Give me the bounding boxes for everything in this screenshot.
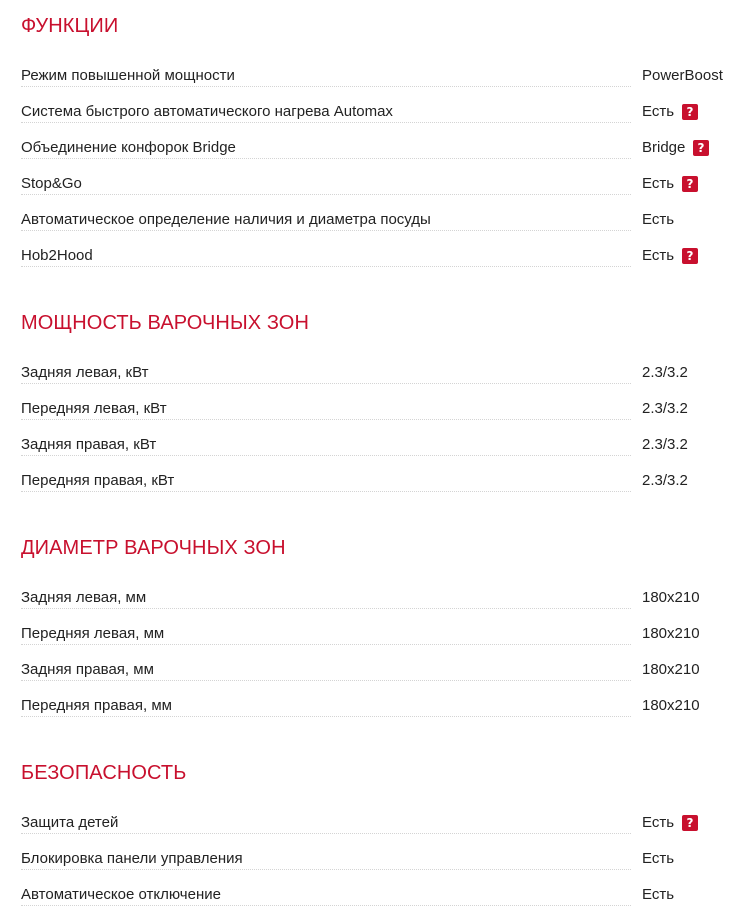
- spec-label: Stop&Go: [21, 175, 86, 192]
- spec-row: [21, 362, 735, 386]
- help-question-icon[interactable]: ?: [682, 248, 698, 264]
- dotted-leader-divider: [21, 122, 631, 123]
- spec-label: Задняя правая, мм: [21, 661, 158, 678]
- dotted-leader-divider: [21, 455, 631, 456]
- spec-label: Передняя правая, мм: [21, 697, 176, 714]
- spec-label: Задняя правая, кВт: [21, 436, 160, 453]
- spec-value: 180x210: [642, 697, 700, 714]
- spec-value: Bridge: [642, 139, 686, 156]
- spec-value: 180x210: [642, 661, 700, 678]
- spec-value: 2.3/3.2: [642, 472, 688, 489]
- dotted-leader-divider: [21, 491, 631, 492]
- spec-value: Есть: [642, 175, 675, 192]
- dotted-leader-divider: [21, 158, 631, 159]
- spec-row: [21, 812, 735, 836]
- dotted-leader-divider: [21, 833, 631, 834]
- spec-row: [21, 434, 735, 458]
- spec-label: Автоматическое определение наличия и диаметра посуды: [21, 211, 435, 228]
- spec-label: Режим повышенной мощности: [21, 67, 239, 84]
- spec-value: Есть: [642, 103, 675, 120]
- spec-label: Система быстрого автоматического нагрева Automax: [21, 103, 397, 120]
- spec-value: Есть: [642, 211, 675, 228]
- dotted-leader-divider: [21, 905, 631, 906]
- spec-label: Hob2Hood: [21, 247, 97, 264]
- dotted-leader-divider: [21, 230, 631, 231]
- spec-row: [21, 623, 735, 647]
- spec-label: Блокировка панели управления: [21, 850, 247, 867]
- section-title: БЕЗОПАСНОСТЬ: [21, 762, 187, 784]
- spec-label: Передняя левая, кВт: [21, 400, 171, 417]
- spec-row: [21, 209, 735, 233]
- spec-row: [21, 659, 735, 683]
- spec-label: Автоматическое отключение: [21, 886, 225, 903]
- spec-label: Передняя правая, кВт: [21, 472, 178, 489]
- spec-value: Есть: [642, 850, 675, 867]
- spec-label: Задняя левая, мм: [21, 589, 150, 606]
- dotted-leader-divider: [21, 644, 631, 645]
- dotted-leader-divider: [21, 680, 631, 681]
- spec-value: Есть: [642, 814, 675, 831]
- help-question-icon[interactable]: ?: [682, 815, 698, 831]
- section-title: ДИАМЕТР ВАРОЧНЫХ ЗОН: [21, 537, 286, 559]
- spec-row: [21, 245, 735, 269]
- section-title: МОЩНОСТЬ ВАРОЧНЫХ ЗОН: [21, 312, 310, 334]
- spec-row: [21, 398, 735, 422]
- dotted-leader-divider: [21, 716, 631, 717]
- spec-row: [21, 587, 735, 611]
- dotted-leader-divider: [21, 419, 631, 420]
- spec-row: [21, 695, 735, 719]
- spec-value: 180x210: [642, 625, 700, 642]
- spec-value: PowerBoost: [642, 67, 723, 84]
- spec-row: [21, 65, 735, 89]
- spec-value: Есть: [642, 886, 675, 903]
- spec-row: [21, 101, 735, 125]
- help-question-icon[interactable]: ?: [682, 176, 698, 192]
- dotted-leader-divider: [21, 86, 631, 87]
- spec-label: Передняя левая, мм: [21, 625, 168, 642]
- spec-value: 2.3/3.2: [642, 400, 688, 417]
- spec-row: [21, 848, 735, 872]
- dotted-leader-divider: [21, 266, 631, 267]
- spec-row: [21, 173, 735, 197]
- spec-row: [21, 884, 735, 908]
- spec-row: [21, 470, 735, 494]
- spec-label: Защита детей: [21, 814, 122, 831]
- dotted-leader-divider: [21, 383, 631, 384]
- spec-value: Есть: [642, 247, 675, 264]
- spec-label: Объединение конфорок Bridge: [21, 139, 240, 156]
- spec-value: 2.3/3.2: [642, 436, 688, 453]
- spec-value: 180x210: [642, 589, 700, 606]
- help-question-icon[interactable]: ?: [693, 140, 709, 156]
- help-question-icon[interactable]: ?: [682, 104, 698, 120]
- dotted-leader-divider: [21, 194, 631, 195]
- dotted-leader-divider: [21, 608, 631, 609]
- spec-value: 2.3/3.2: [642, 364, 688, 381]
- section-title: ФУНКЦИИ: [21, 15, 119, 37]
- spec-row: [21, 137, 735, 161]
- dotted-leader-divider: [21, 869, 631, 870]
- spec-label: Задняя левая, кВт: [21, 364, 153, 381]
